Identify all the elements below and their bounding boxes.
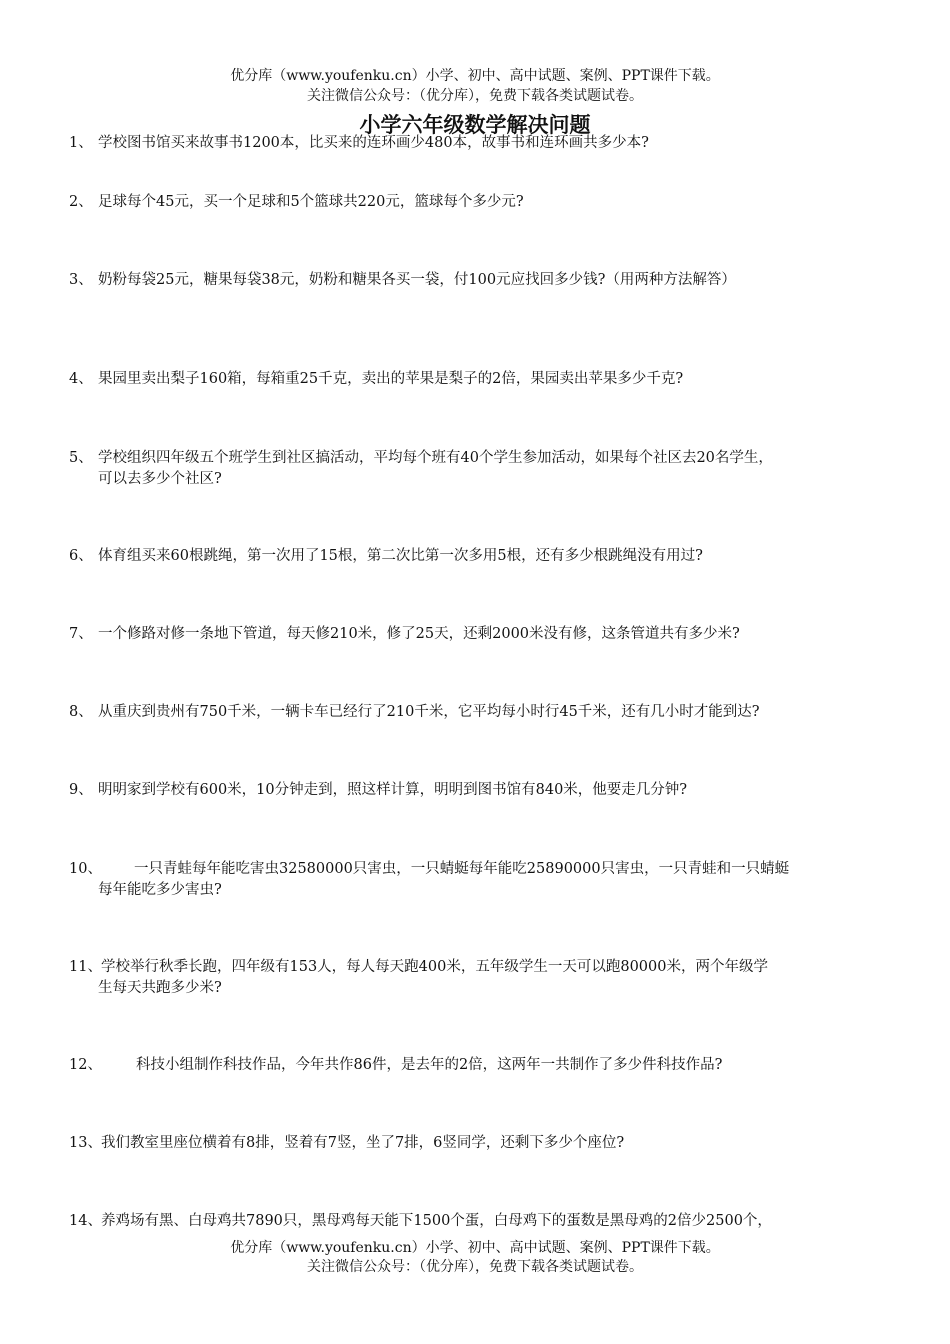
question-text-continued: 每年能吃多少害虫? <box>98 882 222 898</box>
question-text: 一个修路对修一条地下管道，每天修210米，修了25天，还剩2000米没有修，这条管道共有多少米? <box>98 626 740 642</box>
question-1 <box>69 133 887 154</box>
question-text: 奶粉每袋25元，糖果每袋38元，奶粉和糖果各买一袋，付100元应找回多少钱?（用两种方法解答） <box>98 272 736 288</box>
question-3 <box>69 270 887 291</box>
question-number: 7、 <box>69 626 93 642</box>
header-line-1: 优分库（www.youfenku.cn）小学、初中、高中试题、案例、PPT课件下载。 <box>230 68 720 84</box>
question-text: 科技小组制作科技作品，今年共作86件，是去年的2倍，这两年一共制作了多少件科技作品? <box>136 1057 723 1073</box>
question-6 <box>69 546 887 567</box>
question-text: 我们教室里座位横着有8排，竖着有7竖，坐了7排，6竖同学，还剩下多少个座位? <box>101 1135 625 1151</box>
question-number: 3、 <box>69 272 93 288</box>
question-number: 10、 <box>69 861 102 877</box>
question-number: 14、 <box>69 1213 102 1229</box>
question-text-continued: 可以去多少个社区? <box>98 471 222 487</box>
page-title: 小学六年级数学解决问题 <box>359 113 591 137</box>
footer-line-2: 关注微信公众号：（优分库），免费下载各类试题试卷。 <box>307 1259 643 1275</box>
question-text: 果园里卖出梨子160箱，每箱重25千克，卖出的苹果是梨子的2倍，果园卖出苹果多少千克? <box>98 371 684 387</box>
question-number: 6、 <box>69 548 93 564</box>
question-7 <box>69 624 887 645</box>
question-13 <box>69 1133 887 1154</box>
question-5 <box>69 448 887 490</box>
question-number: 1、 <box>69 135 93 151</box>
header-line-2: 关注微信公众号：（优分库），免费下载各类试题试卷。 <box>307 88 643 104</box>
question-text-continued: 生每天共跑多少米? <box>98 980 222 996</box>
question-number: 13、 <box>69 1135 102 1151</box>
question-text: 从重庆到贵州有750千米，一辆卡车已经行了210千米，它平均每小时行45千米，还有几小时才能到达? <box>98 704 760 720</box>
question-text: 学校举行秋季长跑，四年级有153人，每人每天跑400米，五年级学生一天可以跑80000米，两个年级学 <box>101 959 768 975</box>
question-2 <box>69 192 887 213</box>
question-text: 学校组织四年级五个班学生到社区搞活动，平均每个班有40个学生参加活动，如果每个社区去20名学生， <box>98 450 773 466</box>
question-number: 4、 <box>69 371 93 387</box>
question-number: 5、 <box>69 450 93 466</box>
question-text: 一只青蛙每年能吃害虫32580000只害虫，一只蜻蜓每年能吃25890000只害虫，一只青蛙和一只蜻蜓 <box>134 861 790 877</box>
question-number: 2、 <box>69 194 93 210</box>
question-14 <box>69 1211 887 1232</box>
question-text: 体育组买来60根跳绳，第一次用了15根，第二次比第一次多用5根，还有多少根跳绳没有用过? <box>98 548 703 564</box>
question-4 <box>69 369 887 390</box>
question-number: 9、 <box>69 782 93 798</box>
question-text: 明明家到学校有600米，10分钟走到，照这样计算，明明到图书馆有840米，他要走几分钟? <box>98 782 688 798</box>
question-12 <box>69 1055 887 1076</box>
question-9 <box>69 780 887 801</box>
question-number: 12、 <box>69 1057 102 1073</box>
question-text: 学校图书馆买来故事书1200本，比买来的连环画少480本，故事书和连环画共多少本? <box>98 135 649 151</box>
question-11 <box>69 957 887 999</box>
question-number: 8、 <box>69 704 93 720</box>
question-8 <box>69 702 887 723</box>
question-10 <box>69 859 887 901</box>
question-text: 养鸡场有黑、白母鸡共7890只，黑母鸡每天能下1500个蛋，白母鸡下的蛋数是黑母鸡的2倍少2500个， <box>101 1213 772 1229</box>
question-text: 足球每个45元，买一个足球和5个篮球共220元，篮球每个多少元? <box>98 194 524 210</box>
question-number: 11、 <box>69 959 102 975</box>
footer-line-1: 优分库（www.youfenku.cn）小学、初中、高中试题、案例、PPT课件下载。 <box>230 1240 720 1256</box>
